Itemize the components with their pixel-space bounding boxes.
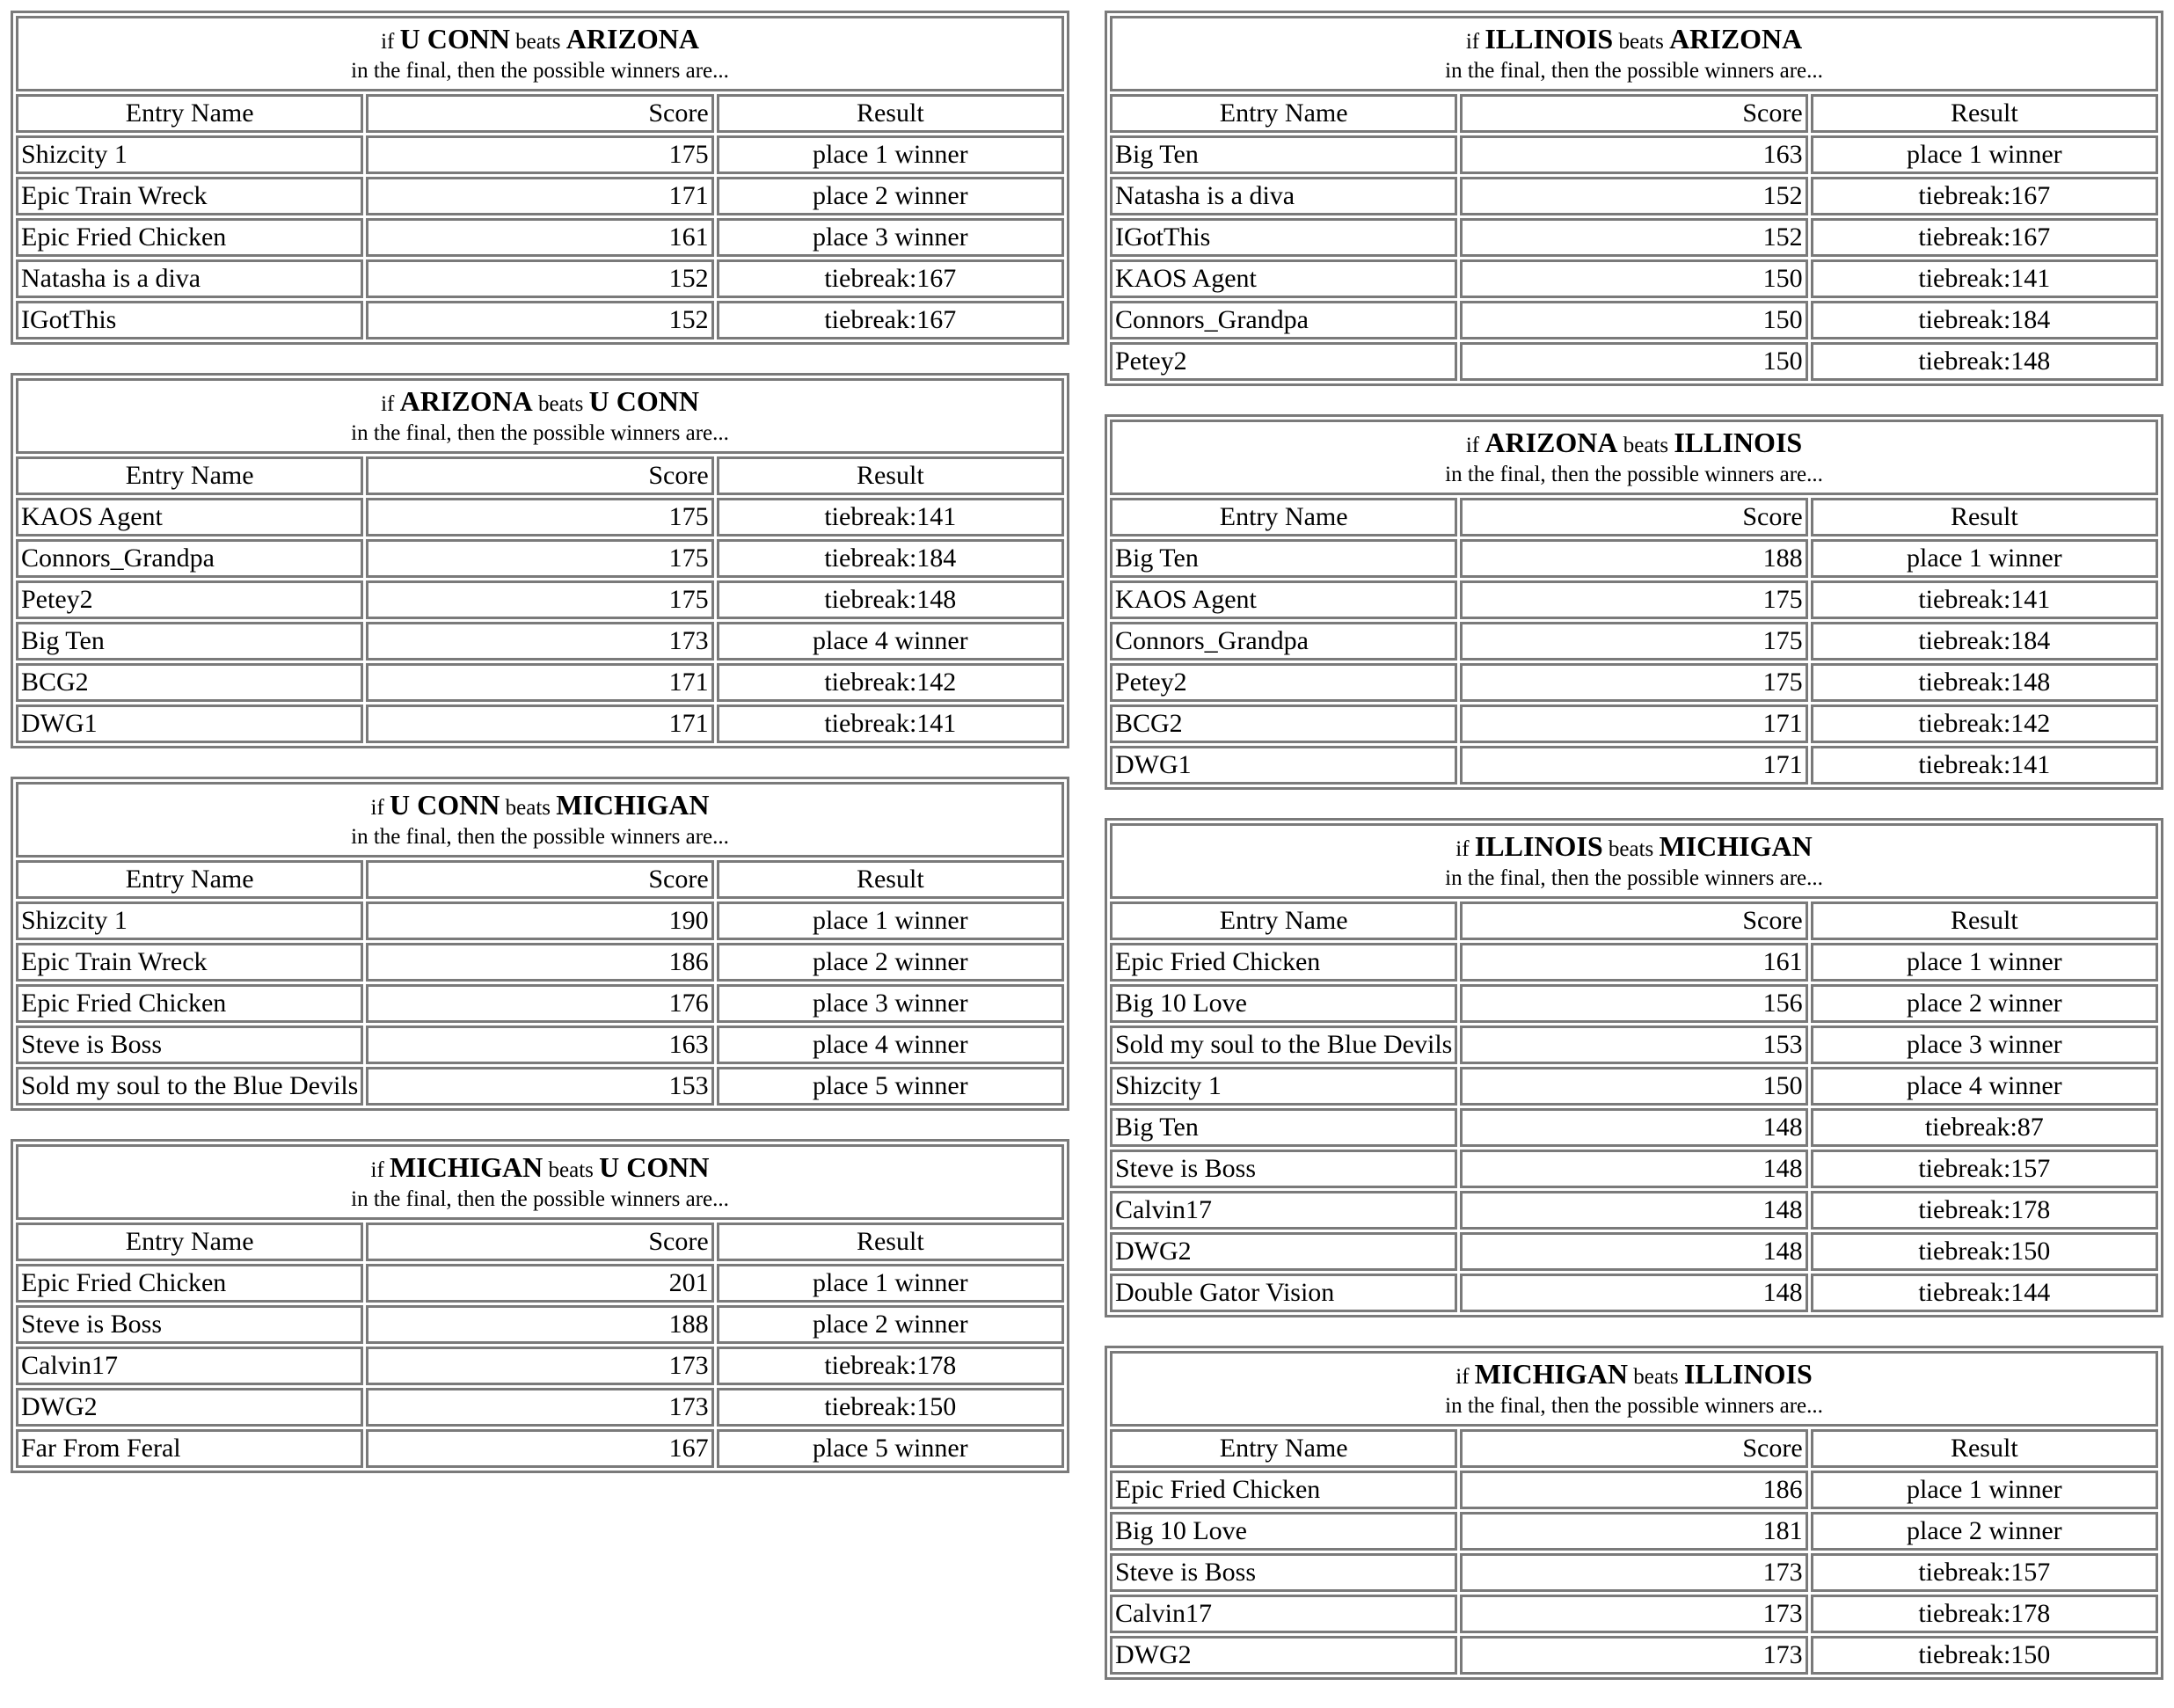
scenario-subtitle: in the final, then the possible winners are...	[1445, 463, 1823, 486]
entry-name-cell: Natasha is a diva	[16, 259, 363, 298]
entry-name-header: Entry Name	[16, 1223, 363, 1261]
entry-name-cell: Steve is Boss	[16, 1305, 363, 1344]
result-cell: place 4 winner	[717, 622, 1064, 661]
scenario-subtitle: in the final, then the possible winners are...	[1445, 866, 1823, 890]
entry-name-cell: Big 10 Love	[1110, 1512, 1457, 1551]
entry-name-cell: Sold my soul to the Blue Devils	[16, 1067, 363, 1106]
score-cell: 175	[366, 539, 713, 578]
table-row	[16, 539, 1064, 578]
scenario-title	[21, 1152, 1059, 1186]
scenario-table	[1105, 11, 2163, 386]
scenario-table	[11, 11, 1069, 345]
loser-team: ARIZONA	[565, 23, 699, 55]
entry-name-cell: DWG2	[16, 1388, 363, 1427]
entry-name-cell: BCG2	[16, 663, 363, 702]
score-cell: 171	[1460, 704, 1807, 743]
result-cell: tiebreak:184	[1811, 301, 2158, 339]
score-cell: 148	[1460, 1191, 1807, 1230]
loser-team: U CONN	[599, 1151, 710, 1183]
result-cell: place 2 winner	[717, 1305, 1064, 1344]
scenario-title	[1115, 1359, 2153, 1392]
result-cell: tiebreak:148	[1811, 663, 2158, 702]
entry-name-cell: DWG1	[1110, 746, 1457, 785]
result-header: Result	[1811, 94, 2158, 133]
table-row	[1110, 218, 2158, 257]
score-cell: 190	[366, 901, 713, 940]
result-cell: place 4 winner	[1811, 1067, 2158, 1106]
result-header: Result	[717, 860, 1064, 899]
result-cell: place 3 winner	[717, 984, 1064, 1023]
entry-name-cell: KAOS Agent	[16, 498, 363, 536]
table-row	[16, 622, 1064, 661]
result-header: Result	[717, 456, 1064, 495]
entry-name-header: Entry Name	[16, 860, 363, 899]
table-row	[16, 1067, 1064, 1106]
winner-team: MICHIGAN	[1474, 1358, 1629, 1390]
score-cell: 175	[1460, 663, 1807, 702]
entry-name-cell: Connors_Grandpa	[16, 539, 363, 578]
left-column	[11, 11, 1069, 1501]
right-column	[1105, 11, 2163, 1708]
entry-name-cell: Double Gator Vision	[1110, 1274, 1457, 1312]
table-row	[16, 1388, 1064, 1427]
entry-name-cell: DWG2	[1110, 1636, 1457, 1675]
loser-team: MICHIGAN	[1659, 830, 1813, 862]
scenario-table	[1105, 1346, 2163, 1680]
score-cell: 163	[1460, 135, 1807, 174]
scenario-caption	[16, 378, 1064, 454]
scenario-subtitle: in the final, then the possible winners are...	[351, 421, 729, 445]
entry-name-cell: Epic Train Wreck	[16, 177, 363, 215]
result-cell: tiebreak:157	[1811, 1150, 2158, 1188]
caption-row	[1110, 823, 2158, 899]
result-header: Result	[1811, 1429, 2158, 1468]
header-row	[1110, 94, 2158, 133]
scenario-title	[21, 24, 1059, 57]
loser-team: ILLINOIS	[1683, 1358, 1813, 1390]
result-cell: place 1 winner	[717, 1264, 1064, 1303]
table-row	[16, 1264, 1064, 1303]
entry-name-cell: Petey2	[1110, 663, 1457, 702]
score-cell: 201	[366, 1264, 713, 1303]
winner-team: ILLINOIS	[1485, 23, 1614, 55]
score-cell: 148	[1460, 1232, 1807, 1271]
entry-name-cell: IGotThis	[16, 301, 363, 339]
table-row	[1110, 704, 2158, 743]
score-cell: 153	[1460, 1026, 1807, 1064]
caption-row	[1110, 16, 2158, 91]
result-cell: place 1 winner	[1811, 135, 2158, 174]
table-row	[16, 943, 1064, 982]
entry-name-cell: Big Ten	[16, 622, 363, 661]
result-cell: place 2 winner	[717, 177, 1064, 215]
table-row	[16, 498, 1064, 536]
score-cell: 156	[1460, 984, 1807, 1023]
scenario-caption	[16, 782, 1064, 858]
table-row	[1110, 943, 2158, 982]
result-cell: tiebreak:150	[717, 1388, 1064, 1427]
table-row	[16, 301, 1064, 339]
result-cell: tiebreak:184	[1811, 622, 2158, 661]
caption-row	[16, 782, 1064, 858]
entry-name-header: Entry Name	[1110, 94, 1457, 133]
table-row	[1110, 1191, 2158, 1230]
result-cell: tiebreak:150	[1811, 1232, 2158, 1271]
score-cell: 171	[366, 663, 713, 702]
scenario-title	[1115, 24, 2153, 57]
result-cell: tiebreak:142	[717, 663, 1064, 702]
entry-name-cell: IGotThis	[1110, 218, 1457, 257]
result-cell: tiebreak:178	[717, 1347, 1064, 1385]
entry-name-cell: Connors_Grandpa	[1110, 622, 1457, 661]
entry-name-cell: Shizcity 1	[16, 135, 363, 174]
table-row	[16, 704, 1064, 743]
table-row	[1110, 259, 2158, 298]
header-row	[1110, 901, 2158, 940]
score-cell: 176	[366, 984, 713, 1023]
score-header: Score	[366, 94, 713, 133]
scenario-caption	[16, 16, 1064, 91]
result-cell: tiebreak:167	[1811, 218, 2158, 257]
result-header: Result	[717, 1223, 1064, 1261]
table-row	[1110, 1595, 2158, 1633]
header-row	[1110, 498, 2158, 536]
table-row	[1110, 539, 2158, 578]
entry-name-cell: Big Ten	[1110, 135, 1457, 174]
entry-name-cell: Calvin17	[16, 1347, 363, 1385]
table-row	[1110, 1232, 2158, 1271]
table-row	[16, 984, 1064, 1023]
entry-name-cell: Calvin17	[1110, 1595, 1457, 1633]
result-cell: place 1 winner	[1811, 1471, 2158, 1509]
scenario-subtitle: in the final, then the possible winners are...	[1445, 1394, 1823, 1418]
scenario-title	[21, 790, 1059, 823]
result-cell: place 1 winner	[717, 901, 1064, 940]
caption-row	[1110, 1351, 2158, 1427]
result-cell: tiebreak:167	[717, 301, 1064, 339]
result-cell: tiebreak:150	[1811, 1636, 2158, 1675]
score-cell: 150	[1460, 342, 1807, 381]
score-cell: 153	[366, 1067, 713, 1106]
result-cell: place 1 winner	[1811, 539, 2158, 578]
entry-name-header: Entry Name	[1110, 498, 1457, 536]
entry-name-header: Entry Name	[1110, 901, 1457, 940]
scenario-title	[1115, 427, 2153, 461]
score-cell: 161	[366, 218, 713, 257]
table-row	[16, 177, 1064, 215]
table-row	[16, 901, 1064, 940]
result-cell: place 1 winner	[717, 135, 1064, 174]
scenario-title	[21, 386, 1059, 420]
scenario-table	[11, 777, 1069, 1111]
beats-word: beats	[1623, 434, 1669, 457]
result-cell: tiebreak:148	[717, 580, 1064, 619]
entry-name-cell: Epic Fried Chicken	[16, 984, 363, 1023]
table-row	[1110, 301, 2158, 339]
table-row	[1110, 663, 2158, 702]
score-header: Score	[1460, 94, 1807, 133]
table-row	[1110, 1274, 2158, 1312]
table-row	[1110, 580, 2158, 619]
table-row	[16, 259, 1064, 298]
score-cell: 148	[1460, 1150, 1807, 1188]
score-cell: 152	[366, 259, 713, 298]
entry-name-cell: KAOS Agent	[1110, 580, 1457, 619]
if-word: if	[1455, 1365, 1470, 1389]
result-cell: place 5 winner	[717, 1429, 1064, 1468]
if-word: if	[1455, 837, 1470, 861]
score-cell: 175	[1460, 580, 1807, 619]
table-row	[16, 580, 1064, 619]
table-row	[1110, 1636, 2158, 1675]
score-cell: 171	[366, 177, 713, 215]
score-cell: 148	[1460, 1274, 1807, 1312]
entry-name-cell: DWG2	[1110, 1232, 1457, 1271]
result-cell: place 5 winner	[717, 1067, 1064, 1106]
result-cell: place 2 winner	[1811, 1512, 2158, 1551]
header-row	[16, 94, 1064, 133]
winner-team: MICHIGAN	[390, 1151, 544, 1183]
score-cell: 175	[366, 135, 713, 174]
loser-team: ARIZONA	[1669, 23, 1803, 55]
score-cell: 186	[366, 943, 713, 982]
beats-word: beats	[505, 796, 551, 820]
caption-row	[16, 378, 1064, 454]
score-cell: 150	[1460, 301, 1807, 339]
result-cell: tiebreak:184	[717, 539, 1064, 578]
result-cell: place 1 winner	[1811, 943, 2158, 982]
score-cell: 186	[1460, 1471, 1807, 1509]
result-cell: tiebreak:144	[1811, 1274, 2158, 1312]
entry-name-cell: Steve is Boss	[1110, 1553, 1457, 1592]
table-row	[1110, 1108, 2158, 1147]
if-word: if	[1465, 434, 1480, 457]
result-cell: tiebreak:141	[1811, 580, 2158, 619]
entry-name-cell: BCG2	[1110, 704, 1457, 743]
result-cell: place 3 winner	[1811, 1026, 2158, 1064]
loser-team: MICHIGAN	[556, 789, 710, 821]
table-row	[16, 1347, 1064, 1385]
score-header: Score	[1460, 498, 1807, 536]
entry-name-cell: Petey2	[1110, 342, 1457, 381]
loser-team: ILLINOIS	[1674, 427, 1803, 458]
score-cell: 173	[366, 1388, 713, 1427]
table-row	[1110, 1026, 2158, 1064]
entry-name-cell: Epic Fried Chicken	[1110, 1471, 1457, 1509]
table-row	[1110, 984, 2158, 1023]
entry-name-cell: Big Ten	[1110, 539, 1457, 578]
winner-team: U CONN	[390, 789, 500, 821]
entry-name-cell: Epic Train Wreck	[16, 943, 363, 982]
if-word: if	[381, 392, 395, 416]
entry-name-cell: KAOS Agent	[1110, 259, 1457, 298]
score-cell: 152	[366, 301, 713, 339]
result-cell: tiebreak:141	[717, 704, 1064, 743]
if-word: if	[370, 796, 384, 820]
scenario-subtitle: in the final, then the possible winners are...	[351, 1187, 729, 1211]
score-cell: 173	[366, 1347, 713, 1385]
caption-row	[16, 1144, 1064, 1220]
table-row	[16, 1429, 1064, 1468]
score-header: Score	[366, 456, 713, 495]
score-cell: 173	[1460, 1553, 1807, 1592]
score-header: Score	[366, 1223, 713, 1261]
score-cell: 173	[1460, 1595, 1807, 1633]
result-cell: place 2 winner	[717, 943, 1064, 982]
result-cell: tiebreak:87	[1811, 1108, 2158, 1147]
scenario-title	[1115, 831, 2153, 865]
result-cell: tiebreak:157	[1811, 1553, 2158, 1592]
scenario-caption	[1110, 1351, 2158, 1427]
table-row	[1110, 746, 2158, 785]
scenario-table	[11, 373, 1069, 748]
entry-name-cell: Natasha is a diva	[1110, 177, 1457, 215]
result-cell: place 2 winner	[1811, 984, 2158, 1023]
score-cell: 175	[366, 580, 713, 619]
result-cell: tiebreak:148	[1811, 342, 2158, 381]
header-row	[16, 456, 1064, 495]
beats-word: beats	[1608, 837, 1654, 861]
table-row	[1110, 1512, 2158, 1551]
result-cell: tiebreak:141	[1811, 746, 2158, 785]
if-word: if	[381, 30, 395, 54]
result-header: Result	[1811, 901, 2158, 940]
table-row	[16, 1026, 1064, 1064]
entry-name-cell: Connors_Grandpa	[1110, 301, 1457, 339]
entry-name-cell: Sold my soul to the Blue Devils	[1110, 1026, 1457, 1064]
scenario-subtitle: in the final, then the possible winners are...	[1445, 59, 1823, 83]
entry-name-cell: Steve is Boss	[16, 1026, 363, 1064]
score-cell: 188	[366, 1305, 713, 1344]
caption-row	[16, 16, 1064, 91]
result-header: Result	[717, 94, 1064, 133]
table-row	[16, 663, 1064, 702]
scenario-subtitle: in the final, then the possible winners are...	[351, 825, 729, 849]
scenario-caption	[16, 1144, 1064, 1220]
scenario-subtitle: in the final, then the possible winners are...	[351, 59, 729, 83]
entry-name-cell: Epic Fried Chicken	[1110, 943, 1457, 982]
table-row	[1110, 342, 2158, 381]
entry-name-cell: Epic Fried Chicken	[16, 1264, 363, 1303]
scenario-table	[1105, 818, 2163, 1317]
beats-word: beats	[1618, 30, 1664, 54]
entry-name-header: Entry Name	[1110, 1429, 1457, 1468]
entry-name-cell: Steve is Boss	[1110, 1150, 1457, 1188]
header-row	[1110, 1429, 2158, 1468]
entry-name-cell: Shizcity 1	[1110, 1067, 1457, 1106]
result-cell: place 3 winner	[717, 218, 1064, 257]
score-cell: 171	[366, 704, 713, 743]
table-row	[1110, 1150, 2158, 1188]
if-word: if	[1465, 30, 1480, 54]
result-cell: tiebreak:141	[717, 498, 1064, 536]
table-row	[16, 218, 1064, 257]
entry-name-cell: Calvin17	[1110, 1191, 1457, 1230]
beats-word: beats	[1633, 1365, 1679, 1389]
if-word: if	[370, 1158, 384, 1182]
score-cell: 173	[1460, 1636, 1807, 1675]
score-cell: 150	[1460, 259, 1807, 298]
beats-word: beats	[537, 392, 584, 416]
caption-row	[1110, 420, 2158, 495]
header-row	[16, 1223, 1064, 1261]
entry-name-cell: Petey2	[16, 580, 363, 619]
result-cell: tiebreak:178	[1811, 1595, 2158, 1633]
result-cell: tiebreak:167	[717, 259, 1064, 298]
result-cell: tiebreak:142	[1811, 704, 2158, 743]
score-header: Score	[1460, 901, 1807, 940]
winner-team: ARIZONA	[399, 385, 533, 417]
scenario-table	[11, 1139, 1069, 1473]
result-cell: place 4 winner	[717, 1026, 1064, 1064]
entry-name-header: Entry Name	[16, 456, 363, 495]
score-header: Score	[366, 860, 713, 899]
score-cell: 175	[366, 498, 713, 536]
winner-team: ILLINOIS	[1474, 830, 1603, 862]
entry-name-cell: Epic Fried Chicken	[16, 218, 363, 257]
score-cell: 167	[366, 1429, 713, 1468]
beats-word: beats	[548, 1158, 594, 1182]
entry-name-cell: Far From Feral	[16, 1429, 363, 1468]
score-cell: 171	[1460, 746, 1807, 785]
scenario-table	[1105, 414, 2163, 790]
table-row	[16, 135, 1064, 174]
score-cell: 181	[1460, 1512, 1807, 1551]
score-header: Score	[1460, 1429, 1807, 1468]
result-cell: tiebreak:167	[1811, 177, 2158, 215]
entry-name-cell: Shizcity 1	[16, 901, 363, 940]
score-cell: 163	[366, 1026, 713, 1064]
score-cell: 175	[1460, 622, 1807, 661]
result-cell: tiebreak:141	[1811, 259, 2158, 298]
table-row	[1110, 1067, 2158, 1106]
score-cell: 173	[366, 622, 713, 661]
table-row	[1110, 135, 2158, 174]
winner-team: ARIZONA	[1485, 427, 1618, 458]
result-header: Result	[1811, 498, 2158, 536]
table-row	[1110, 1471, 2158, 1509]
header-row	[16, 860, 1064, 899]
score-cell: 152	[1460, 177, 1807, 215]
scenario-caption	[1110, 420, 2158, 495]
entry-name-cell: Big Ten	[1110, 1108, 1457, 1147]
scenario-caption	[1110, 16, 2158, 91]
score-cell: 188	[1460, 539, 1807, 578]
scenario-caption	[1110, 823, 2158, 899]
table-row	[16, 1305, 1064, 1344]
score-cell: 161	[1460, 943, 1807, 982]
winner-team: U CONN	[399, 23, 510, 55]
table-row	[1110, 622, 2158, 661]
score-cell: 148	[1460, 1108, 1807, 1147]
entry-name-cell: DWG1	[16, 704, 363, 743]
score-cell: 152	[1460, 218, 1807, 257]
table-row	[1110, 1553, 2158, 1592]
score-cell: 150	[1460, 1067, 1807, 1106]
beats-word: beats	[515, 30, 561, 54]
entry-name-cell: Big 10 Love	[1110, 984, 1457, 1023]
result-cell: tiebreak:178	[1811, 1191, 2158, 1230]
entry-name-header: Entry Name	[16, 94, 363, 133]
loser-team: U CONN	[588, 385, 699, 417]
table-row	[1110, 177, 2158, 215]
